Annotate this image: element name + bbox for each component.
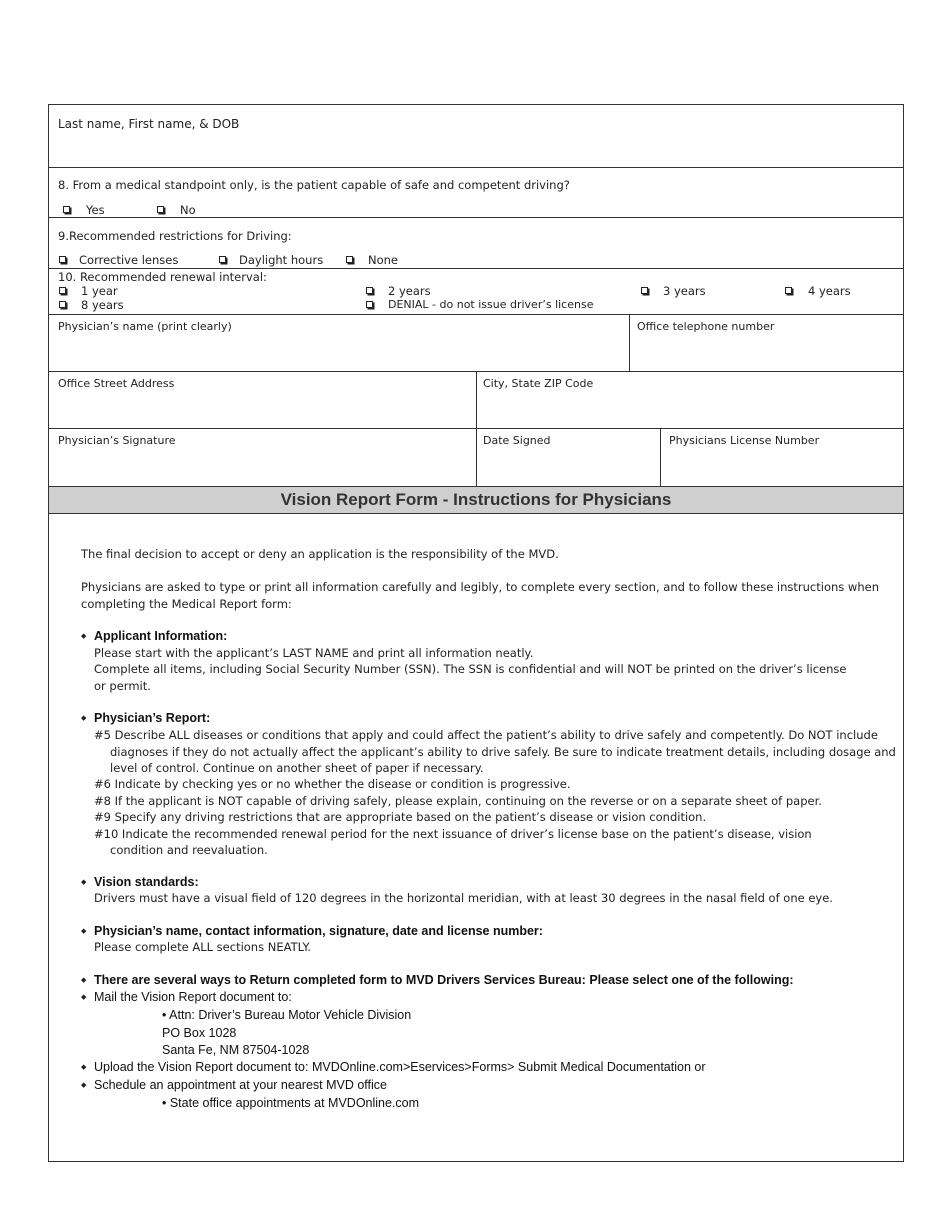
option-1-year-label: 1 year <box>81 284 118 298</box>
question-9-label: 9.Recommended restrictions for Driving: <box>58 229 292 243</box>
physician-name-row <box>49 315 903 372</box>
bullet-icon: ◆ <box>81 976 87 984</box>
city-state-zip-field[interactable] <box>477 372 903 428</box>
upload-line: Upload the Vision Report document to: MVDOnline.com>Eservices>Forms> Submit Medical Documentation or <box>94 1060 706 1074</box>
bullet-icon: ◆ <box>81 993 87 1001</box>
signature-row <box>49 429 903 487</box>
question-9-row <box>49 218 903 269</box>
report-line: #6 Indicate by checking yes or no whether the disease or condition is progressive. <box>94 777 571 791</box>
checkbox-1-year[interactable] <box>59 287 66 294</box>
question-10-row <box>49 269 903 315</box>
question-8-label: 8. From a medical standpoint only, is the patient capable of safe and competent driving? <box>58 178 570 192</box>
applicant-heading: Applicant Information: <box>94 629 228 643</box>
applicant-line: Complete all items, including Social Security Number (SSN). The SSN is confidential and will NOT be printed on the driver’s license <box>94 662 847 676</box>
option-corrective-lenses-label: Corrective lenses <box>79 253 179 267</box>
report-line: diagnoses if they do not actually affect the applicant’s ability to drive safely. Be sure to indicate treatment details, including dosage and <box>110 745 896 759</box>
checkbox-daylight-hours[interactable] <box>219 256 226 263</box>
report-line: level of control. Continue on another sheet of paper if necessary. <box>110 761 484 775</box>
bullet-icon: ◆ <box>81 1081 87 1089</box>
option-daylight-hours-label: Daylight hours <box>239 253 324 267</box>
license-number-field[interactable] <box>661 429 903 486</box>
name-dob-row[interactable] <box>49 105 903 168</box>
option-8-years-label: 8 years <box>81 298 124 312</box>
bullet-icon: ◆ <box>81 927 87 935</box>
office-address-field[interactable] <box>49 372 476 428</box>
signature-field[interactable] <box>49 429 476 486</box>
mail-line: Mail the Vision Report document to: <box>94 990 292 1004</box>
intro-line-1: The final decision to accept or deny an application is the responsibility of the MVD. <box>81 547 559 561</box>
checkbox-corrective-lenses[interactable] <box>59 256 66 263</box>
report-line: #10 Indicate the recommended renewal period for the next issuance of driver’s license base on the patient’s disease, vision <box>94 827 812 841</box>
city-line: Santa Fe, NM 87504-1028 <box>162 1043 310 1057</box>
vision-heading: Vision standards: <box>94 875 199 889</box>
option-yes-label: Yes <box>86 203 105 217</box>
medical-report-form <box>48 104 904 1162</box>
checkbox-8-years[interactable] <box>59 301 66 308</box>
question-10-label: 10. Recommended renewal interval: <box>58 270 267 284</box>
signature-label: Physician’s Signature <box>58 434 176 447</box>
option-none-label: None <box>368 253 399 267</box>
date-signed-field[interactable] <box>477 429 659 486</box>
checkbox-yes[interactable] <box>63 206 70 213</box>
license-number-label: Physicians License Number <box>669 434 820 447</box>
city-state-zip-label: City, State ZIP Code <box>483 377 594 390</box>
contact-line: Please complete ALL sections NEATLY. <box>94 940 311 954</box>
option-3-years-label: 3 years <box>663 284 706 298</box>
applicant-line: Please start with the applicant’s LAST NAME and print all information neatly. <box>94 646 534 660</box>
intro-line-2a: Physicians are asked to type or print all information carefully and legibly, to complete every section, and to follow these instructions when <box>81 580 879 594</box>
intro-line-2b: completing the Medical Report form: <box>81 597 292 611</box>
contact-heading: Physician’s name, contact information, signature, date and license number: <box>94 924 543 938</box>
schedule-line: Schedule an appointment at your nearest MVD office <box>94 1078 387 1092</box>
report-line: #5 Describe ALL diseases or conditions that apply and could affect the patient’s ability to drive safely and competently. Do NOT include <box>94 728 878 742</box>
bullet-icon: ◆ <box>81 1063 87 1071</box>
checkbox-2-years[interactable] <box>366 287 373 294</box>
applicant-line: or permit. <box>94 679 151 693</box>
option-no-label: No <box>180 203 196 217</box>
vision-line: Drivers must have a visual field of 120 degrees in the horizontal meridian, with at least 30 degrees in the nasal field of one eye. <box>94 891 833 905</box>
name-dob-label: Last name, First name, & DOB <box>58 117 240 131</box>
attn-line: • Attn: Driver’s Bureau Motor Vehicle Division <box>162 1008 412 1022</box>
checkbox-4-years[interactable] <box>785 287 792 294</box>
office-address-row <box>49 372 903 429</box>
report-line: #9 Specify any driving restrictions that are appropriate based on the patient’s disease or vision condition. <box>94 810 707 824</box>
checkbox-denial[interactable] <box>366 301 373 308</box>
question-8-row <box>49 168 903 218</box>
report-heading: Physician’s Report: <box>94 711 211 725</box>
bullet-icon: ◆ <box>81 714 87 722</box>
option-2-years-label: 2 years <box>388 284 431 298</box>
physician-name-label: Physician’s name (print clearly) <box>58 320 232 333</box>
report-line: condition and reevaluation. <box>110 843 268 857</box>
option-4-years-label: 4 years <box>808 284 851 298</box>
office-address-label: Office Street Address <box>58 377 175 390</box>
office-phone-label: Office telephone number <box>637 320 775 333</box>
report-line: #8 If the applicant is NOT capable of driving safely, please explain, continuing on the reverse or on a separate sheet of paper. <box>94 794 822 808</box>
checkbox-3-years[interactable] <box>641 287 648 294</box>
return-heading: There are several ways to Return completed form to MVD Drivers Services Bureau: Please select one of the following: <box>94 973 794 987</box>
bullet-icon: ◆ <box>81 632 87 640</box>
bullet-icon: ◆ <box>81 878 87 886</box>
option-denial-label: DENIAL - do not issue driver’s license <box>388 298 594 311</box>
instructions-title: Vision Report Form - Instructions for Physicians <box>49 487 903 514</box>
checkbox-no[interactable] <box>157 206 164 213</box>
physician-name-field[interactable] <box>49 315 629 371</box>
state-office-line: • State office appointments at MVDOnline.com <box>162 1096 420 1110</box>
checkbox-none[interactable] <box>346 256 353 263</box>
date-signed-label: Date Signed <box>483 434 551 447</box>
office-phone-field[interactable] <box>630 315 903 371</box>
po-box-line: PO Box 1028 <box>162 1026 237 1040</box>
